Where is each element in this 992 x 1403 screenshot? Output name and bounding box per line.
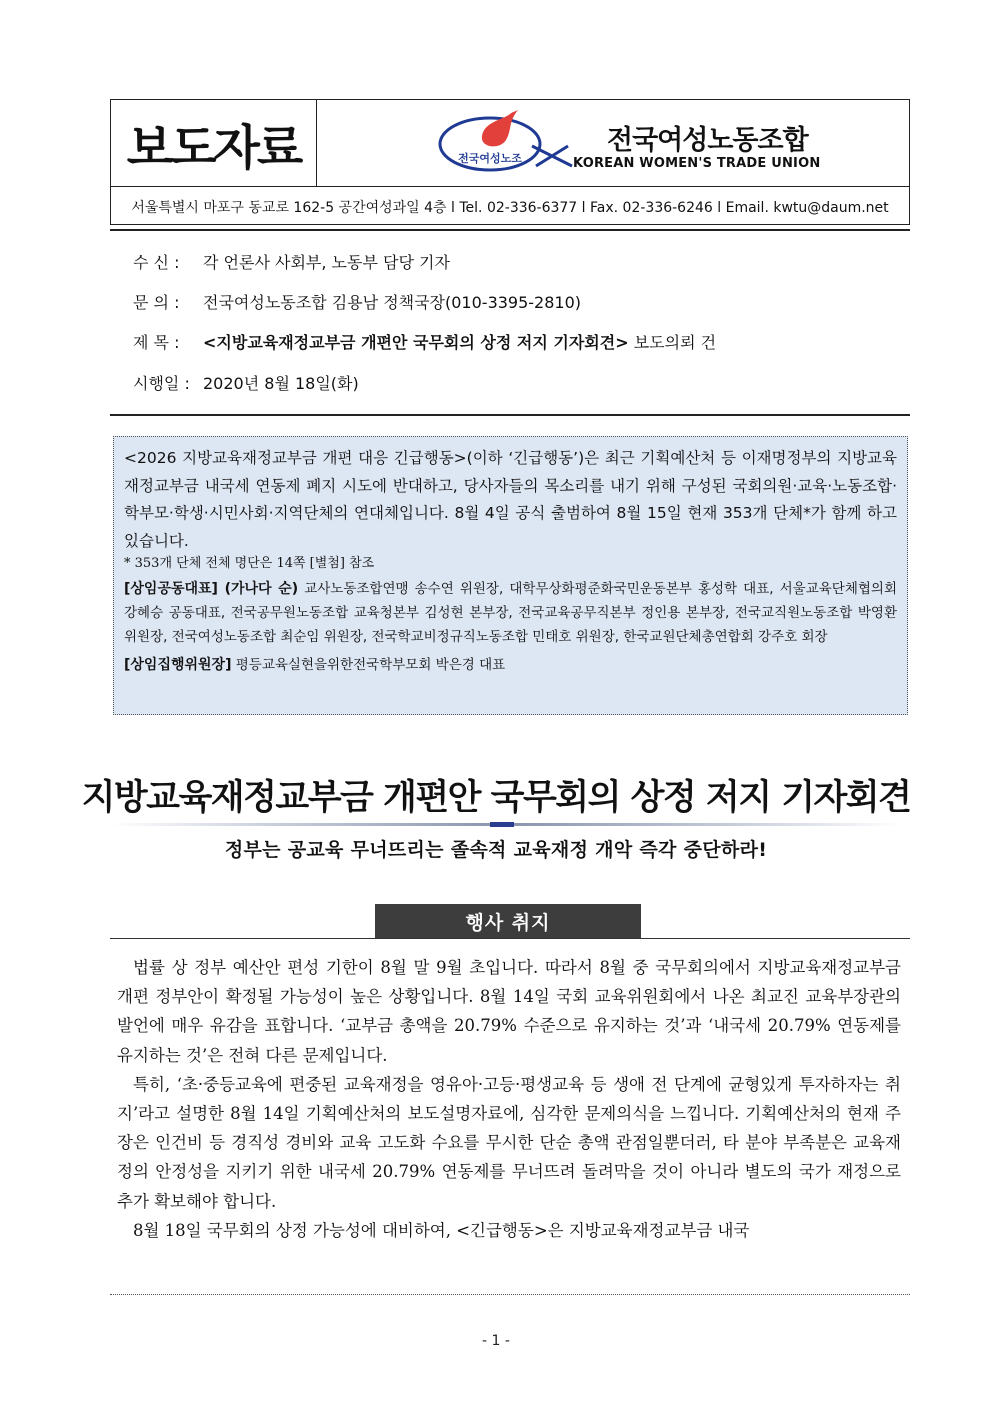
contact-label: 문 의 :	[133, 293, 180, 312]
letterhead	[110, 99, 910, 225]
executive-chair	[124, 653, 897, 677]
co-representatives	[124, 577, 897, 649]
date-line	[133, 371, 359, 394]
logo-text: 전국여성노조	[458, 152, 522, 165]
contact-address: 서울특별시 마포구 동교로 162-5 공간여성과일 4층 l Tel. 02-336-6377 l Fax. 02-336-6246 l Email. kwtu@daum.net	[111, 186, 909, 226]
body-paragraph: 8월 18일 국무회의 상정 가능성에 대비하여, <긴급행동>은 지방교육재정교부금 내국	[133, 1220, 750, 1240]
org-name-english: KOREAN WOMEN'S TRADE UNION	[573, 156, 821, 171]
subheadline: 정부는 공교육 무너뜨리는 졸속적 교육재정 개악 즉각 중단하라!	[224, 839, 768, 861]
page-number: - 1 -	[482, 1333, 510, 1349]
section-divider	[110, 938, 910, 939]
body-paragraph: 법률 상 정부 예산안 편성 기한이 8월 말 9월 초입니다. 따라서 8월 중 국무회의에서 지방교육재정교부금 개편 정부안이 확정될 가능성이 높은 상황입니다. 8월 14일 국회 교육위원회에서 나온 최교진 교육부장관의 발언에 매우 유감을 표합니다. ‘교부금 총액을 20.79% 수준으로 유지하는 것’과 ‘내국세 20.79% 연동제를 유지하는 것’은 전혀 다른 문제입니다.	[117, 958, 901, 1065]
body-text	[117, 953, 901, 1245]
section-title: 행사 취지	[375, 904, 641, 938]
recipient-line	[133, 250, 450, 273]
co-representatives-list: 교사노동조합연맹 송수연 위원장, 대학무상화평준화국민운동본부 홍성학 대표, 서울교육단체협의회 강혜승 공동대표, 전국공무원노동조합 교육청본부 김성현 본부장, 전국교육공무직본부 정인용 본부장, 전국교직원노동조합 박영환 위원장, 전국여성노동조합 최순임 위원장, 전국학교비정규직노동조합 민태호 위원장, 한국교원단체총연합회 강주호 회장	[124, 581, 897, 645]
subject-title: <지방교육재정교부금 개편안 국무회의 상정 저지 기자회견>	[203, 333, 629, 352]
meta-divider	[110, 414, 910, 416]
logo-cell	[317, 100, 909, 186]
contact-value: 전국여성노동조합 김용남 정책국장(010-3395-2810)	[203, 293, 582, 312]
executive-chair-label: [상임집행위원장]	[124, 657, 232, 673]
headline-underline-accent	[490, 822, 514, 827]
coalition-info-box	[113, 436, 908, 715]
body-bottom-divider	[110, 1294, 910, 1295]
contact-line	[133, 290, 581, 313]
coalition-intro: <2026 지방교육재정교부금 개편 대응 긴급행동>(이하 ‘긴급행동’)은 최근 기획예산처 등 이재명정부의 지방교육재정교부금 내국세 연동제 폐지 시도에 반대하고, 당사자들의 목소리를 내기 위해 구성된 국회의원·교육·노동조합·학부모·학생·시민사회·지역단체의 연대체입니다. 8월 4일 공식 출범하여 8월 15일 현재 353개 단체*가 함께 하고 있습니다.	[124, 449, 897, 550]
union-logo-icon	[432, 106, 582, 178]
headline: 지방교육재정교부금 개편안 국무회의 상정 저지 기자회견	[81, 778, 911, 818]
org-name-korean: 전국여성노동조합	[607, 125, 808, 156]
subject-line	[133, 330, 716, 353]
co-representatives-label: [상임공동대표] (가나다 순)	[124, 581, 299, 597]
subject-suffix: 보도의뢰 건	[628, 333, 717, 352]
date-value: 2020년 8월 18일(화)	[203, 374, 359, 393]
executive-chair-value: 평등교육실현을위한전국학부모회 박은경 대표	[231, 657, 506, 673]
recipient-label: 수 신 :	[133, 253, 180, 272]
document-type-title: 보도자료	[126, 119, 301, 176]
coalition-note: * 353개 단체 전체 명단은 14쪽 [별첨] 참조	[124, 556, 375, 571]
date-label: 시행일 :	[133, 374, 190, 393]
title-cell	[111, 100, 317, 186]
recipient-value: 각 언론사 사회부, 노동부 담당 기자	[203, 253, 450, 272]
body-paragraph: 특히, ‘초·중등교육에 편중된 교육재정을 영유아·고등·평생교육 등 생애 전 단계에 균형있게 투자하자는 취지’라고 설명한 8월 14일 기획예산처의 보도설명자료에, 심각한 문제의식을 느낍니다. 기획예산처의 현재 주장은 인건비 등 경직성 경비와 교육 고도화 수요를 무시한 단순 총액 관점일뿐더러, 타 분야 부족분은 교육재정의 안정성을 지키기 위한 내국세 20.79% 연동제를 무너뜨려 돌려막을 것이 아니라 별도의 국가 재정으로 추가 확보해야 합니다.	[117, 1074, 901, 1211]
header-divider	[110, 229, 910, 231]
subject-label: 제 목 :	[133, 333, 180, 352]
